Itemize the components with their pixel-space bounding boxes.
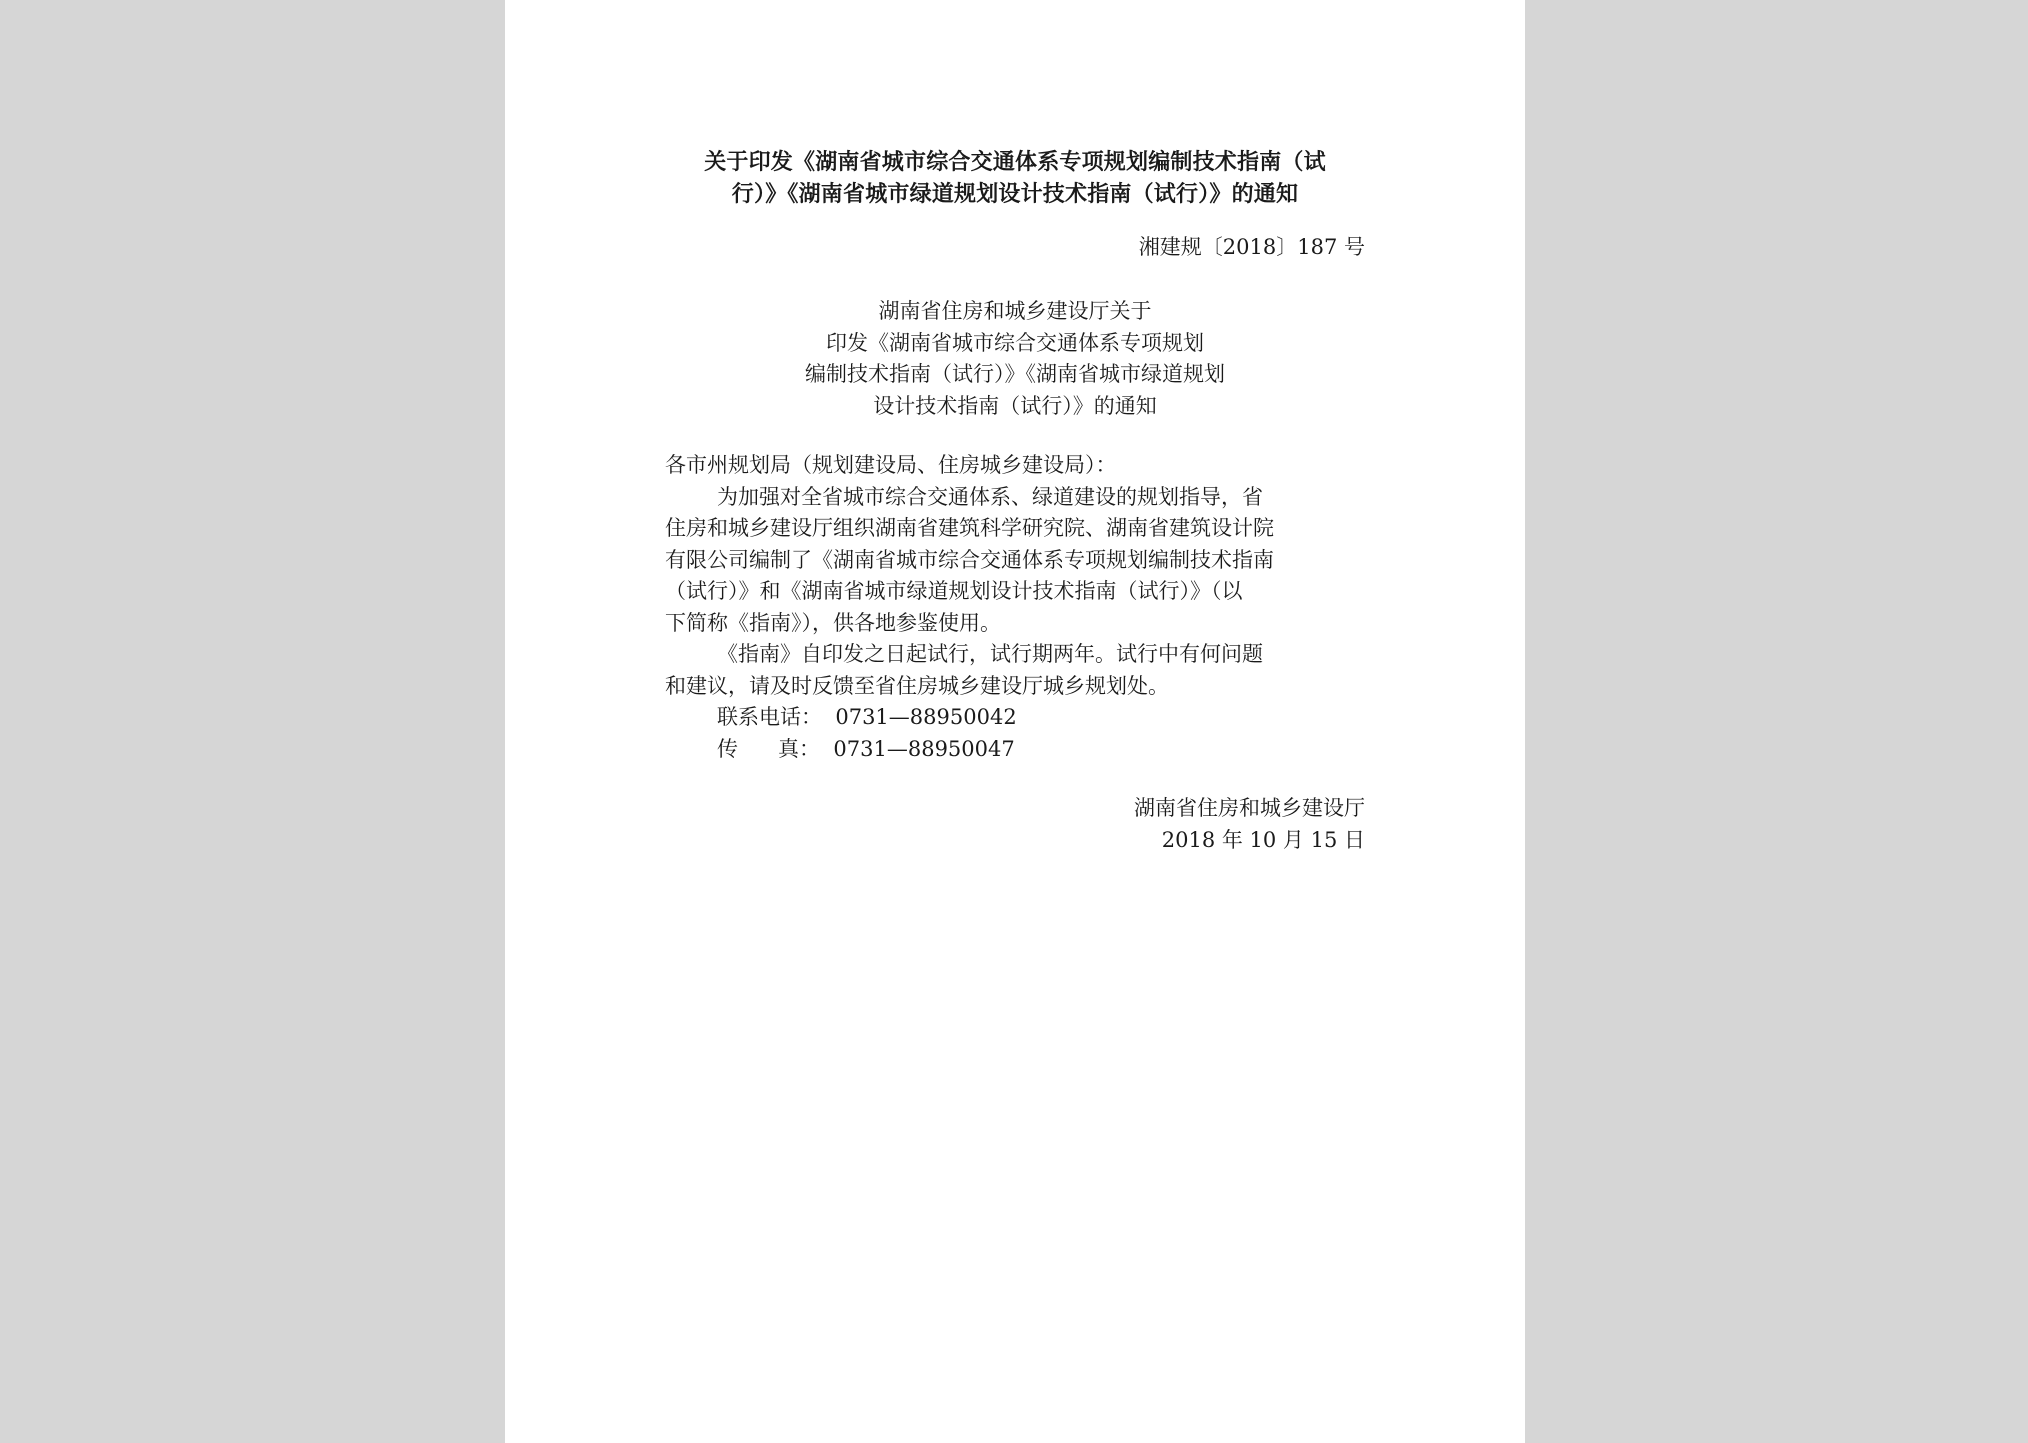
paragraph-line: 有限公司编制了《湖南省城市综合交通体系专项规划编制技术指南 <box>665 547 1274 572</box>
document-body <box>665 450 1365 765</box>
paragraph-line: 住房和城乡建设厅组织湖南省建筑科学研究院、湖南省建筑设计院 <box>665 516 1274 540</box>
paragraph-line: 和建议，请及时反馈至省住房城乡建设厅城乡规划处。 <box>665 673 1169 698</box>
subtitle-line: 印发《湖南省城市综合交通体系专项规划 <box>826 330 1204 355</box>
contact-phone: 联系电话： 0731—88950042 <box>717 705 1017 729</box>
subtitle-line: 湖南省住房和城乡建设厅关于 <box>878 299 1152 323</box>
document-title <box>665 146 1365 210</box>
contact-fax: 传 真： 0731—88950047 <box>717 736 1015 761</box>
salutation: 各市州规划局（规划建设局、住房城乡建设局）： <box>665 453 1117 477</box>
title-line: 关于印发《湖南省城市综合交通体系专项规划编制技术指南（试 <box>704 149 1326 175</box>
document-subtitle <box>665 296 1365 422</box>
document-number: 湘建规〔2018〕187 号 <box>1138 235 1365 259</box>
subtitle-line: 设计技术指南（试行）》的通知 <box>873 393 1157 418</box>
signature-block <box>1134 793 1365 856</box>
signature-date: 2018 年 10 月 15 日 <box>1161 827 1365 852</box>
paragraph-line: 下简称《指南》），供各地参鉴使用。 <box>665 610 1001 635</box>
signature-organization: 湖南省住房和城乡建设厅 <box>1134 796 1365 820</box>
title-line: 行）》《湖南省城市绿道规划设计技术指南（试行）》的通知 <box>731 181 1299 207</box>
paragraph-line: 为加强对全省城市综合交通体系、绿道建设的规划指导，省 <box>717 484 1263 509</box>
paragraph-line: （试行）》和《湖南省城市绿道规划设计技术指南（试行）》（以 <box>665 579 1243 603</box>
subtitle-line: 编制技术指南（试行）》《湖南省城市绿道规划 <box>805 362 1225 386</box>
document-page <box>505 0 1525 1443</box>
paragraph-line: 《指南》自印发之日起试行，试行期两年。试行中有何问题 <box>717 642 1263 666</box>
